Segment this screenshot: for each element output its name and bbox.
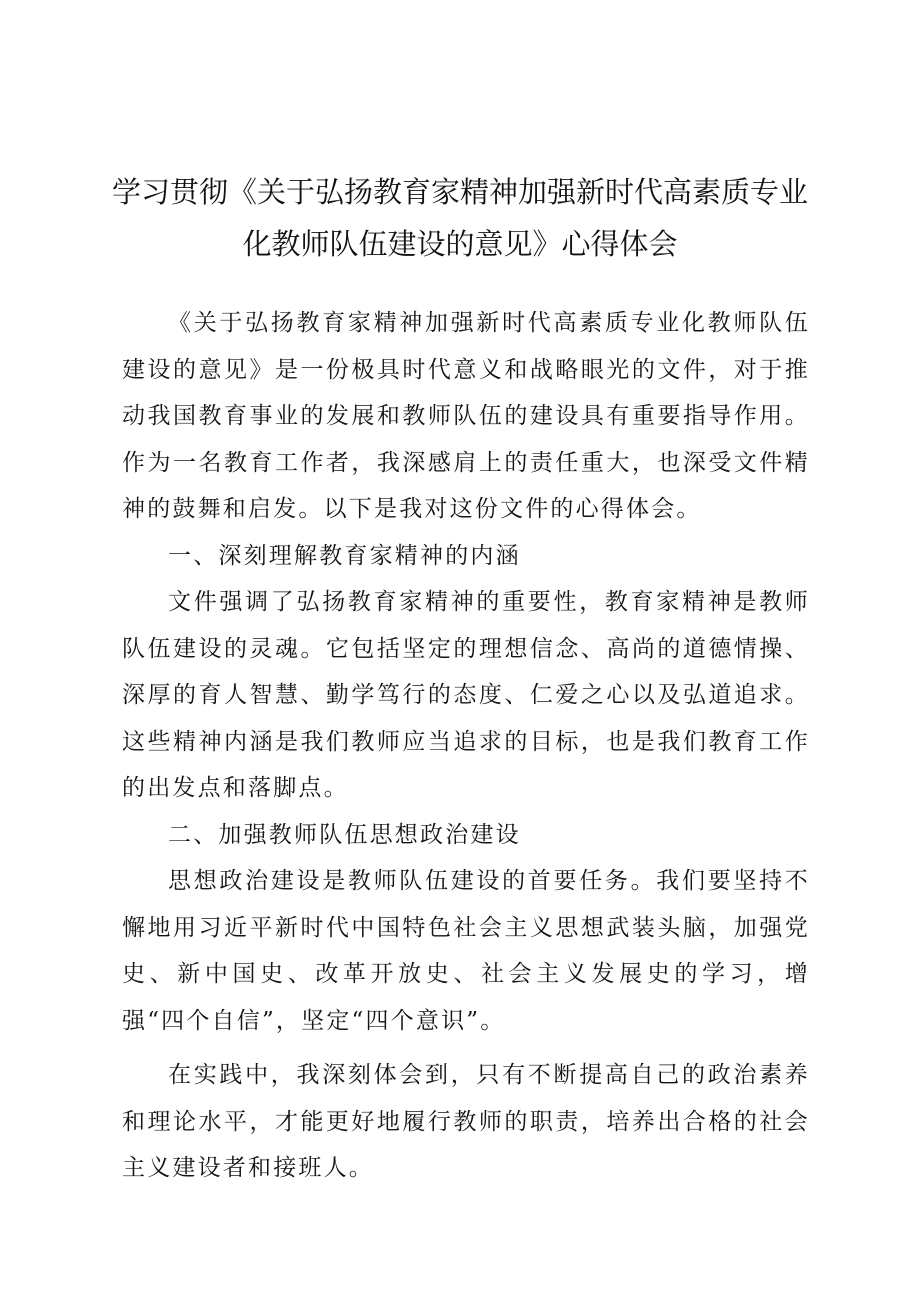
document-body	[122, 300, 810, 1192]
section-heading-1: 一、深刻理解教育家精神的内涵	[168, 542, 521, 569]
paragraph-section-1: 文件强调了弘扬教育家精神的重要性，教育家精神是教师队伍建设的灵魂。它包括坚定的理想信念、高尚的道德情操、深厚的育人智慧、勤学笃行的态度、仁爱之心以及弘道追求。这些精神内涵是我们教师应当追求的目标，也是我们教育工作的出发点和落脚点。	[122, 589, 810, 801]
paragraph-intro: 《关于弘扬教育家精神加强新时代高素质专业化教师队伍建设的意见》是一份极具时代意义和战略眼光的文件，对于推动我国教育事业的发展和教师队伍的建设具有重要指导作用。作为一名教育工作者，我深感肩上的责任重大，也深受文件精神的鼓舞和启发。以下是我对这份文件的心得体会。	[122, 310, 810, 522]
section-heading-2: 二、加强教师队伍思想政治建设	[168, 821, 521, 848]
paragraph-section-2: 思想政治建设是教师队伍建设的首要任务。我们要坚持不懈地用习近平新时代中国特色社会主义思想武装头脑，加强党史、新中国史、改革开放史、社会主义发展史的学习，增强“四个自信”，坚定“四个意识”。	[122, 868, 810, 1034]
title-line-1: 学习贯彻《关于弘扬教育家精神加强新时代高素质专业	[111, 175, 808, 209]
paragraph-practice: 在实践中，我深刻体会到，只有不断提高自己的政治素养和理论水平，才能更好地履行教师的职责，培养出合格的社会主义建设者和接班人。	[122, 1062, 810, 1181]
title-line-2: 化教师队伍建设的意见》心得体会	[242, 227, 678, 261]
document-title	[110, 166, 810, 270]
